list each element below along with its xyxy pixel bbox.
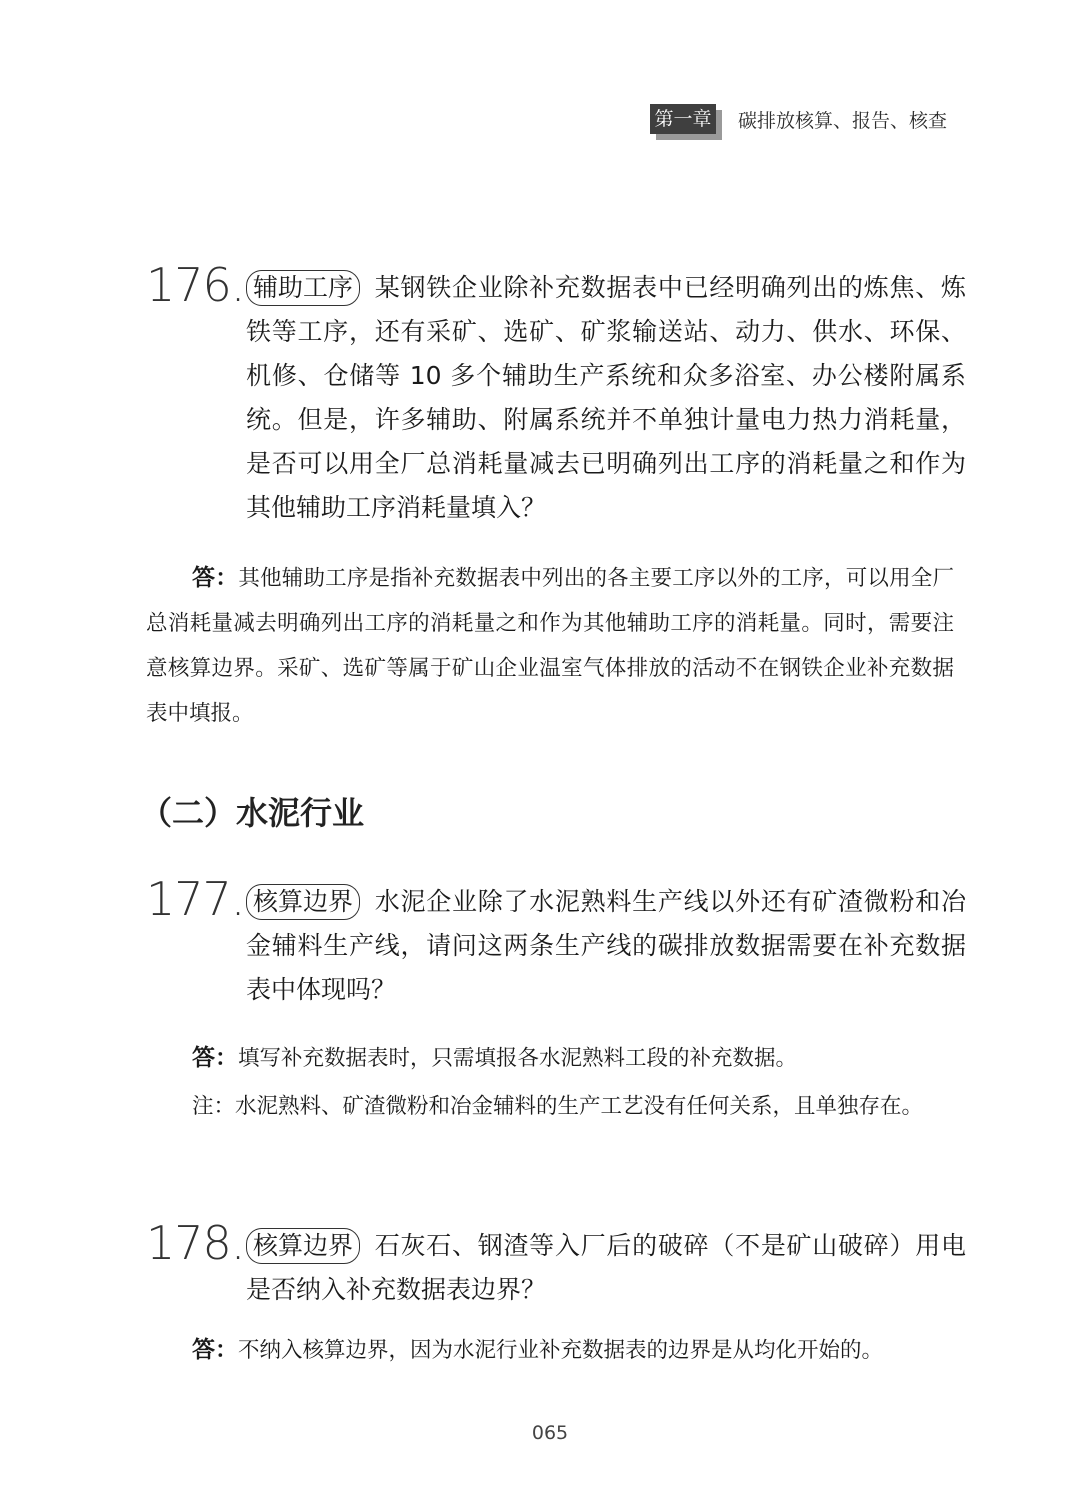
- answer-text: 其他辅助工序是指补充数据表中列出的各主要工序以外的工序，可以用全厂总消耗量减去明确列出工序的消耗量之和作为其他辅助工序的消耗量。同时，需要注意核算边界。采矿、选矿等属于矿山企业温室气体排放的活动不在钢铁企业补充数据表中填报。: [146, 566, 954, 726]
- question-text: 石灰石、钢渣等入厂后的破碎（不是矿山破碎）用电是否纳入补充数据表边界？: [246, 1231, 966, 1304]
- question-text: 水泥企业除了水泥熟料生产线以外还有矿渣微粉和冶金辅料生产线，请问这两条生产线的碳排放数据需要在补充数据表中体现吗？: [246, 887, 966, 1004]
- running-header: [648, 104, 968, 138]
- answer-text: 不纳入核算边界，因为水泥行业补充数据表的边界是从均化开始的。: [238, 1338, 884, 1363]
- chapter-title: 碳排放核算、报告、核查: [738, 110, 948, 132]
- answer-label: 答：: [192, 1045, 238, 1071]
- question-text-block: [246, 266, 966, 530]
- question-text: 某钢铁企业除补充数据表中已经明确列出的炼焦、炼铁等工序，还有采矿、选矿、矿浆输送站、动力、供水、环保、机修、仓储等 10 多个辅助生产系统和众多浴室、办公楼附属系统。但是，许多辅助、附属系统并不单独计量电力热力消耗量，是否可以用全厂总消耗量减去已明确列出工序的消耗量之和作为其他辅助工序消耗量填入？: [246, 273, 966, 522]
- topic-tag: 核算边界: [246, 884, 360, 920]
- question-text-block: [246, 1224, 966, 1312]
- answer-label: 答：: [192, 565, 239, 591]
- answer-text: 填写补充数据表时，只需填报各水泥熟料工段的补充数据。: [238, 1046, 798, 1071]
- topic-tag: 辅助工序: [246, 270, 360, 306]
- note-177: [146, 1084, 954, 1129]
- question-177: [146, 872, 966, 1012]
- question-176: [146, 258, 966, 530]
- question-number: 178.: [146, 1216, 245, 1270]
- answer-177: [146, 1036, 954, 1081]
- answer-176: [146, 556, 954, 736]
- chapter-badge: 第一章: [650, 104, 716, 134]
- question-number: 176.: [146, 258, 245, 312]
- note-label: 注：: [192, 1094, 236, 1119]
- question-number: 177.: [146, 872, 245, 926]
- note-text: 水泥熟料、矿渣微粉和冶金辅料的生产工艺没有任何关系，且单独存在。: [235, 1094, 924, 1119]
- answer-label: 答：: [192, 1337, 238, 1363]
- answer-178: [146, 1328, 954, 1373]
- section-heading: （二）水泥行业: [140, 794, 365, 832]
- page-number: 065: [531, 1422, 569, 1444]
- topic-tag: 核算边界: [246, 1228, 360, 1264]
- question-text-block: [246, 880, 966, 1012]
- question-178: [146, 1216, 966, 1312]
